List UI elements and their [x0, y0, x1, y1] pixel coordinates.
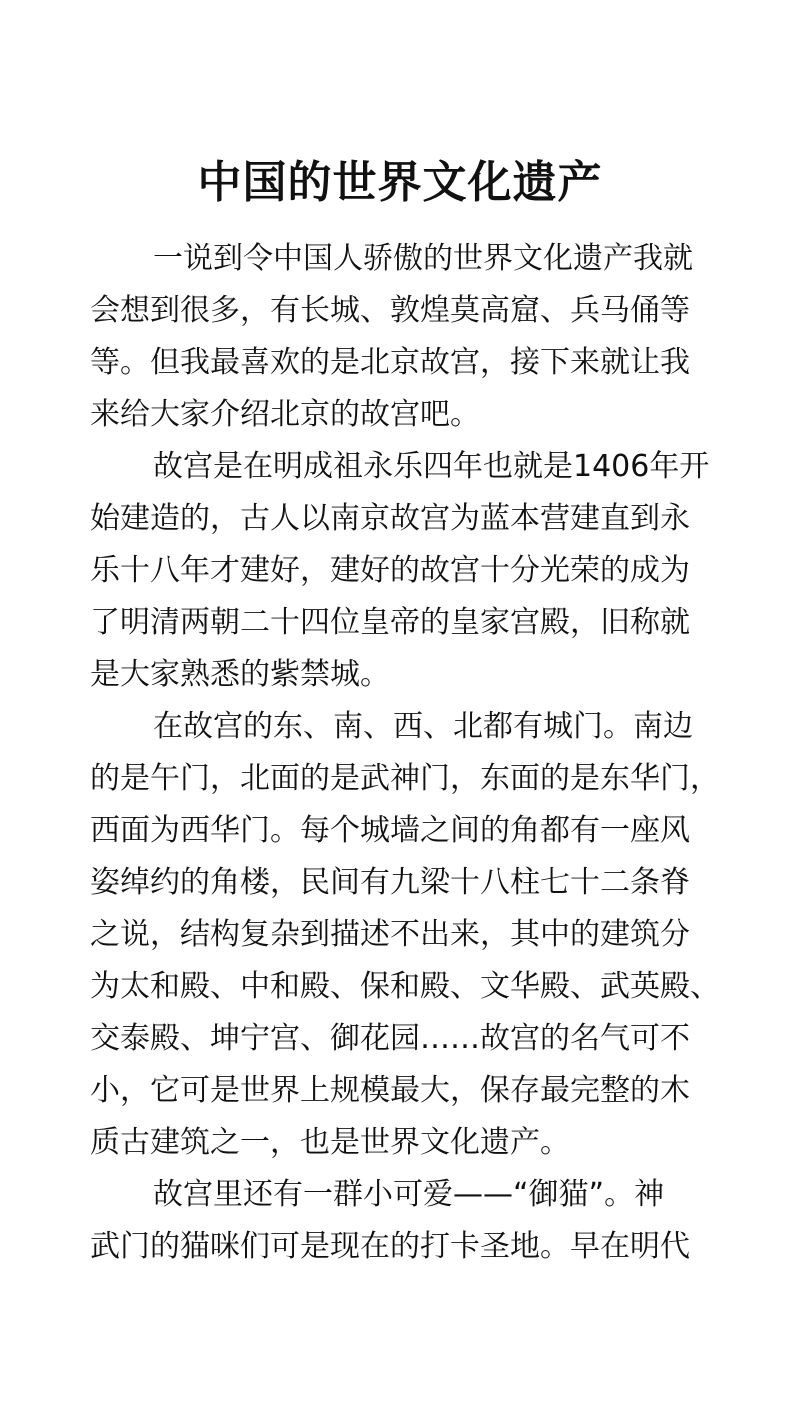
paragraph-1-line-2: 会想到很多，有长城、敦煌莫高窟、兵马俑等 [90, 293, 690, 328]
paragraph-1-line-1: 一说到令中国人骄傲的世界文化遗产我就 [153, 241, 693, 276]
paragraph-3-line-5: 之说，结构复杂到描述不出来，其中的建筑分 [90, 917, 690, 952]
paragraph-1-line-4: 来给大家介绍北京的故宫吧。 [90, 397, 480, 432]
paragraph-2-line-4: 了明清两朝二十四位皇帝的皇家宫殿，旧称就 [90, 605, 690, 640]
paragraph-3-line-4: 姿绰约的角楼，民间有九梁十八柱七十二条脊 [90, 865, 690, 900]
paragraph-2-line-5: 是大家熟悉的紫禁城。 [90, 657, 390, 692]
paragraph-3-line-1: 在故宫的东、南、西、北都有城门。南边 [153, 709, 693, 744]
paragraph-4-line-1: 故宫里还有一群小可爱——“御猫”。神 [153, 1177, 665, 1212]
paragraph-1-line-3: 等。但我最喜欢的是北京故宫，接下来就让我 [90, 345, 690, 380]
paragraph-3-line-9: 质古建筑之一，也是世界文化遗产。 [90, 1125, 570, 1160]
page-title: 中国的世界文化遗产 [197, 157, 603, 208]
paragraph-2-line-2: 始建造的，古人以南京故宫为蓝本营建直到永 [90, 501, 690, 536]
paragraph-3-line-3: 西面为西华门。每个城墙之间的角都有一座风 [90, 813, 690, 848]
paragraph-4-line-2: 武门的猫咪们可是现在的打卡圣地。早在明代 [90, 1229, 690, 1264]
paragraph-3-line-8: 小，它可是世界上规模最大，保存最完整的木 [90, 1073, 690, 1108]
paragraph-3-line-7: 交泰殿、坤宁宫、御花园……故宫的名气可不 [90, 1021, 690, 1056]
paragraph-3-line-2: 的是午门，北面的是武神门，东面的是东华门， [90, 761, 720, 796]
paragraph-2-line-1: 故宫是在明成祖永乐四年也就是1406年开 [153, 449, 710, 484]
paragraph-3-line-6: 为太和殿、中和殿、保和殿、文华殿、武英殿、 [90, 969, 720, 1004]
paragraph-2-line-3: 乐十八年才建好，建好的故宫十分光荣的成为 [90, 553, 690, 588]
